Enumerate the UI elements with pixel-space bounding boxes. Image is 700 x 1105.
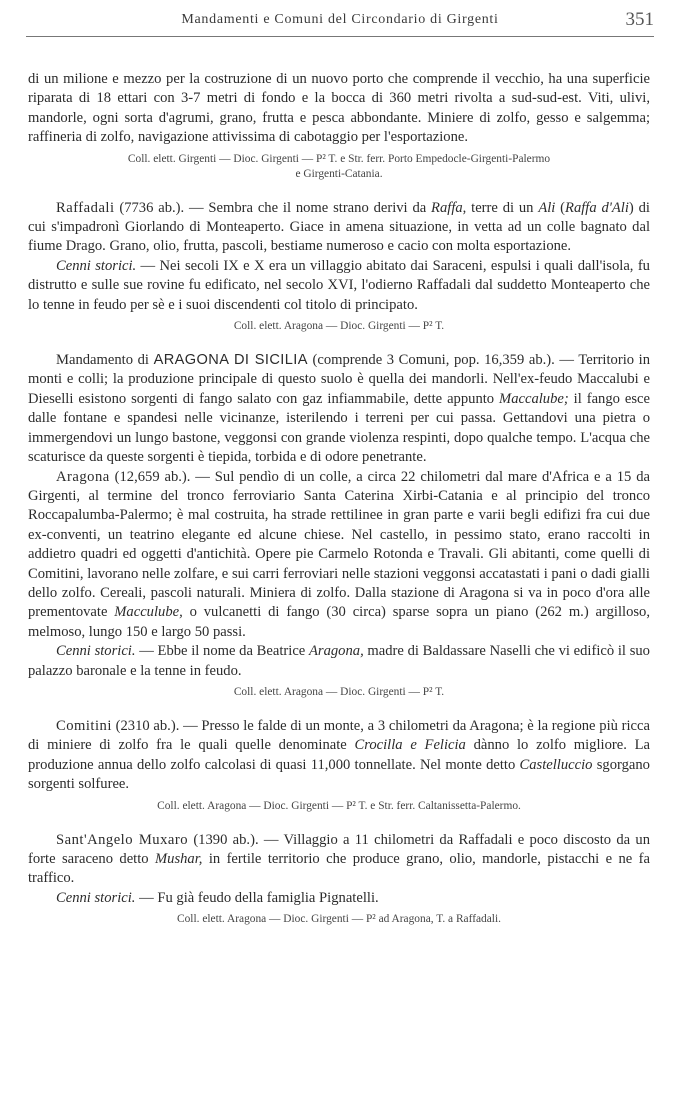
- electoral-note-raffadali: Coll. elett. Aragona — Dioc. Girgenti — P² T.: [233, 320, 445, 333]
- electoral-note-aragona: Coll. elett. Aragona — Dioc. Girgenti — P² T.: [233, 685, 445, 698]
- entry-raffadali: Raffadali (7736 ab.). — Sembra che il nome strano derivi da Raffa, terre di un Ali (Raffa d'Ali) di cui s'impadronì Giorlando di Monteaperto. Giace in amena situazione, in vetta ad un colle bagnato dal fiume Drago. Grano, olio, frutta, pascoli, bestiame numeroso e cacio con molta esportazione.: [28, 199, 650, 255]
- note-line: e Girgenti-Catania.: [295, 167, 383, 180]
- history-label: Cenni storici.: [56, 643, 136, 660]
- entry-name: Sant'Angelo Muxaro: [56, 831, 189, 848]
- history-label: Cenni storici.: [56, 889, 136, 906]
- running-head: [26, 10, 654, 37]
- entry-name: Aragona: [56, 468, 110, 485]
- history-santangelo-muxaro: Cenni storici. — Fu già feudo della famiglia Pignatelli.: [56, 889, 379, 906]
- entry-comitini: Comitini (2310 ab.). — Presso le falde di un monte, a 3 chilometri da Aragona; è la regione più ricca di miniere di zolfo fra le quali quelle denominate Crocilla e Felicia dànno lo zolfo migliore. La produzione annua dello zolfo calcolasi di quasi 11,000 tonnellate. Nel monte detto Castelluccio sgorgano sorgenti solfuree.: [28, 717, 650, 793]
- page-number: 351: [625, 9, 654, 30]
- entry-aragona: Aragona (12,659 ab.). — Sul pendìo di un colle, a circa 22 chilometri dal mare d'Africa e a 15 da Girgenti, al termine del tronco ferroviario Santa Caterina Xirbi-Catania e al principio del tronco Roccapalumba-Palermo; è mal costruita, ha strade rettilinee in gran parte e varii begli edifizi fra cui due ex-conventi, un teatrino elegante ed alcune chiese. Nel castello, in pessimo stato, erano raccolti in addietro quadri ed oggetti d'antichità. Opere pie Carmelo Rotonda e Travali. Gli abitanti, come quelli di Comitini, lavorano nelle zolfare, e sui carri ferroviari nelle stazioni veggonsi accatastati i pani o dadi gialli dello zolfo. Cereali, pascoli naturali. Miniera di zolfo. Dalla stazione di Aragona si va in poco d'ora alle prementovate Macculube, o vulcanetti di fango (30 circa) sparse sopra un piano (262 m.) argilloso, melmoso, lungo 150 e largo 50 passi.: [28, 468, 650, 640]
- electoral-note-santangelo-muxaro: Coll. elett. Aragona — Dioc. Girgenti — P² ad Aragona, T. a Raffadali.: [177, 913, 501, 926]
- history-label: Cenni storici.: [56, 257, 137, 274]
- mandamento-aragona: Mandamento di ARAGONA DI SICILIA (comprende 3 Comuni, pop. 16,359 ab.). — Territorio in monti e colli; la produzione principale di questo suolo è quella dei mandorli. Nell'ex-feudo Maccalubi e Dieselli esistono sorgenti di fango salato con gaz infiammabile, dette appunto Maccalube; il fango esce dalle fontane e spandesi nelle vicinanze, isterilendo i terreni per cui passa. Gettandovi una pietra o immergendovi un lungo bastone, veggonsi con grande violenza respinti, dopo qualche tempo. L'acqua che scaturisce da queste sorgenti è tiepida, torbida e di odore penetrante.: [28, 352, 651, 466]
- history-aragona: Cenni storici. — Ebbe il nome da Beatrice Aragona, madre di Baldassare Naselli che vi edificò il suo palazzo baronale e la tenne in feudo.: [28, 643, 650, 679]
- entry-name: Comitini: [56, 717, 112, 734]
- electoral-note-comitini: Coll. elett. Aragona — Dioc. Girgenti — P² T. e Str. ferr. Caltanissetta-Palermo.: [157, 799, 521, 812]
- history-raffadali: Cenni storici. — Nei secoli IX e X era un villaggio abitato dai Saraceni, espulsi i quali dall'isola, fu distrutto e sulle sue rovine fu edificato, nel secolo XVI, l'odierno Raffadali dal suddetto Monteaperto che lo tenne in feudo per sè e i suoi discendenti col titolo di principato.: [28, 257, 650, 313]
- page-body: [28, 70, 650, 927]
- note-line: Coll. elett. Girgenti — Dioc. Girgenti — P² T. e Str. ferr. Porto Empedocle-Girgenti-Palermo: [127, 152, 551, 165]
- paragraph-porto-continuation: di un milione e mezzo per la costruzione di un nuovo porto che comprende il vecchio, ha una superficie riparata di 18 ettari con 3-7 metri di fondo e la bocca di 360 metri rivolta a sud-sud-est. Viti, ulivi, mandorle, ogni sorta d'agrumi, grano, frutta e pesca abbondante. Miniere di zolfo, gesso e salgemma; raffineria di zolfo, navigazione attivissima di cabotaggio per l'esportazione.: [28, 71, 650, 146]
- mandamento-name: ARAGONA DI SICILIA: [153, 352, 308, 369]
- electoral-note-girgenti: [28, 152, 650, 182]
- entry-santangelo-muxaro: Sant'Angelo Muxaro (1390 ab.). — Villaggio a 11 chilometri da Raffadali e poco discosto da un forte saraceno detto Mushar, in fertile territorio che produce grano, olio, mandorle, pistacchi e ne fa traffico.: [28, 831, 650, 887]
- entry-name: Raffadali: [56, 199, 115, 216]
- running-head-title: Mandamenti e Comuni del Circondario di Girgenti: [181, 12, 499, 27]
